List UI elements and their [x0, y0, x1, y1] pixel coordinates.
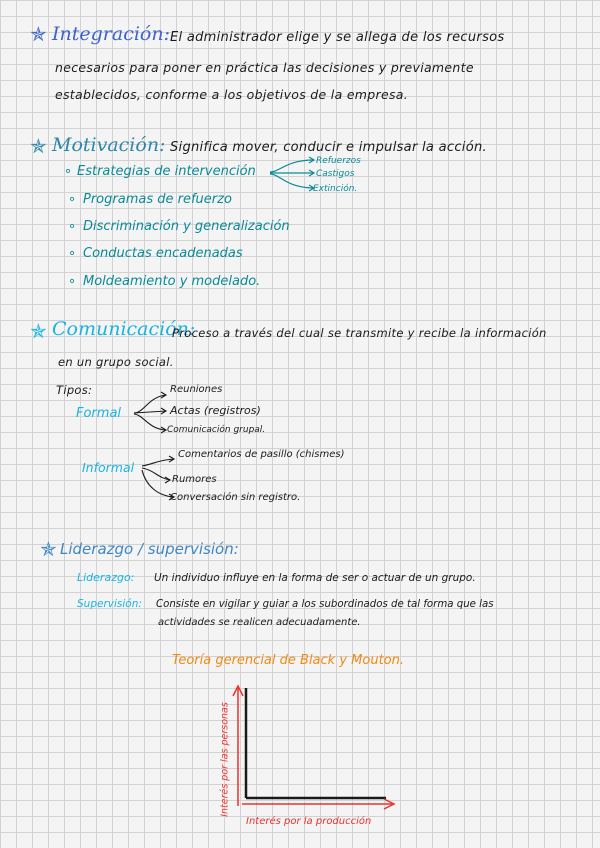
motivacion-heading: Motivación: — [52, 134, 166, 156]
supervision-label: Supervisión: — [77, 598, 142, 610]
bullet-dot: ∘ — [68, 219, 77, 234]
bullet-dot: ∘ — [68, 246, 77, 261]
star-icon: ✯ — [30, 22, 47, 46]
bullet-dot: ∘ — [64, 164, 73, 179]
motivacion-definition: Significa mover, conducir e impulsar la acción. — [170, 140, 487, 155]
supervision-line-2: actividades se realicen adecuadamente. — [158, 617, 361, 628]
comunicacion-line-1: Proceso a través del cual se transmite y recibe la información — [172, 326, 547, 340]
star-icon: ✯ — [30, 134, 47, 158]
theory-title: Teoría gerencial de Black y Mouton. — [172, 653, 404, 668]
comunicacion-heading: Comunicación: — [52, 318, 196, 340]
formal-arrows-icon — [132, 389, 172, 437]
x-axis-label: Interés por la producción — [246, 816, 372, 827]
star-icon: ✯ — [30, 319, 47, 343]
informal-item: Comentarios de pasillo (chismes) — [178, 449, 345, 460]
bullet-dot: ∘ — [68, 192, 77, 207]
informal-item: Conversación sin registro. — [170, 492, 301, 503]
formal-item: Reuniones — [170, 384, 223, 395]
motivacion-item: Moldeamiento y modelado. — [83, 274, 261, 289]
integracion-line-3: establecidos, conforme a los objetivos de la empresa. — [55, 87, 408, 102]
star-icon: ✯ — [40, 537, 57, 561]
liderazgo-heading: Liderazgo / supervisión: — [60, 540, 239, 558]
liderazgo-definition: Un individuo influye en la forma de ser o actuar de un grupo. — [154, 572, 476, 584]
bullet-dot: ∘ — [68, 274, 77, 289]
motivacion-item: Programas de refuerzo — [83, 192, 232, 207]
integracion-heading: Integración: — [52, 23, 170, 45]
branch-label: Extinción. — [313, 184, 358, 194]
formal-label: Formal — [76, 406, 122, 421]
informal-label: Informal — [82, 460, 135, 475]
branch-arrows-icon — [268, 152, 318, 198]
grid-axes — [212, 680, 402, 820]
branch-label: Castigos — [316, 169, 355, 179]
motivacion-item: Discriminación y generalización — [83, 219, 290, 234]
liderazgo-label: Liderazgo: — [77, 571, 135, 584]
integracion-line-1: El administrador elige y se allega de los recursos — [170, 30, 505, 45]
informal-item: Rumores — [172, 474, 217, 485]
y-axis-label: Interés por las personas — [219, 702, 231, 817]
integracion-line-2: necesarios para poner en práctica las decisiones y previamente — [55, 60, 474, 75]
motivacion-item: Conductas encadenadas — [83, 246, 243, 261]
supervision-line-1: Consiste en vigilar y guiar a los subordinados de tal forma que las — [156, 599, 494, 610]
branch-label: Refuerzos — [316, 156, 361, 166]
formal-item: Actas (registros) — [170, 404, 261, 417]
tipos-label: Tipos: — [56, 383, 93, 397]
comunicacion-line-2: en un grupo social. — [58, 355, 174, 369]
motivacion-item: Estrategias de intervención — [77, 164, 256, 179]
formal-item: Comunicación grupal. — [167, 425, 266, 435]
